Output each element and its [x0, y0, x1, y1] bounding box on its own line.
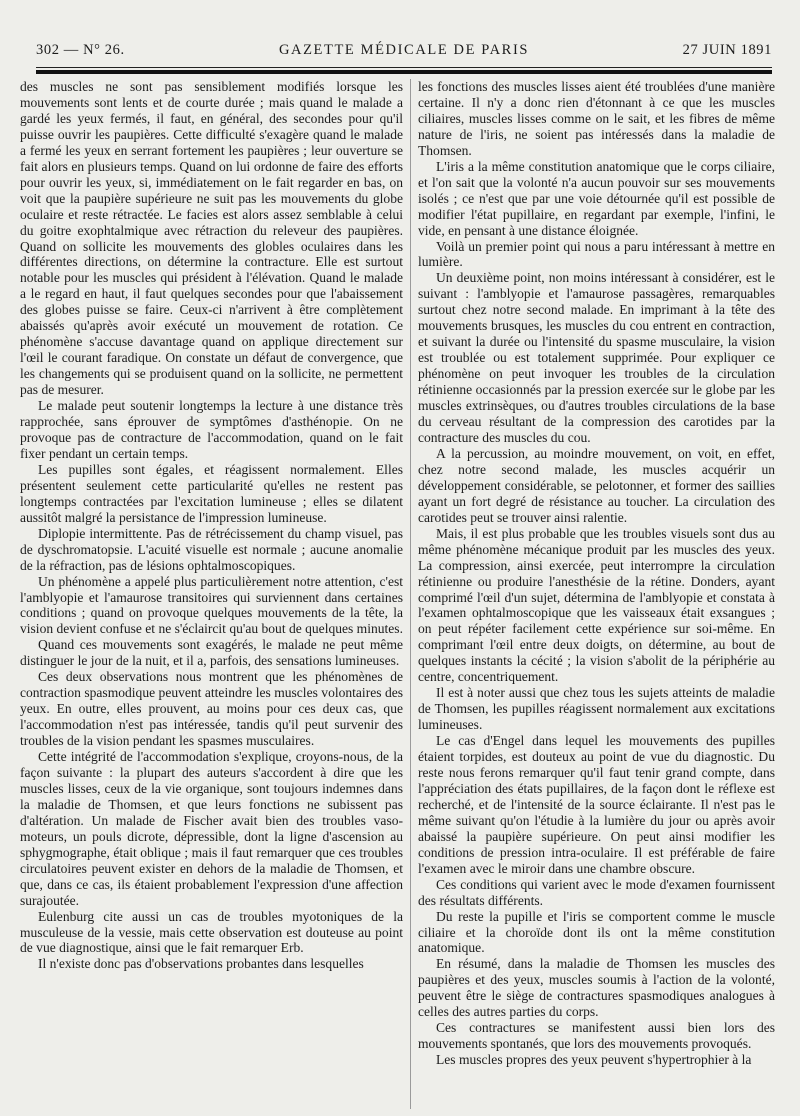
paragraph: Le cas d'Engel dans lequel les mouvements des pupilles étaient torpides, est douteux au point de vue du diagnostic. Du reste nous ferons remarquer qu'il faut tenir grand compte, dans l'appréciation des états pupillaires, de la façon dont le réflexe est recherché, et de l'intensité de la source éclairante. Il n'est pas le même suivant qu'on l'étudie à la lumière du jour ou après avoir abaissé la paupière supérieure. On peut ainsi modifier les conditions de pression intra-oculaire. Il est préférable de faire l'examen avec le miroir dans une chambre obscure.	[418, 733, 775, 876]
paragraph: Du reste la pupille et l'iris se comportent comme le muscle ciliaire et la choroïde dont ils ont la même constitution anatomique.	[418, 908, 775, 956]
paragraph: Ces conditions qui varient avec le mode d'examen fournissent des résultats différents.	[418, 876, 775, 908]
paragraph: Eulenburg cite aussi un cas de troubles myotoniques de la musculeuse de la vessie, mais cette observation est douteuse au point de vue diagnostique, ainsi que le fait remarquer Erb.	[20, 908, 403, 956]
paragraph: En résumé, dans la maladie de Thomsen les muscles des paupières et des yeux, muscles soumis à l'action de la volonté, peuvent être le siège de contractures spasmodiques analogues à celles des autres parties du corps.	[418, 956, 775, 1020]
paragraph: Les muscles propres des yeux peuvent s'hypertrophier à la	[436, 1052, 752, 1068]
paragraph: Les pupilles sont égales, et réagissent normalement. Elles présentent seulement cette particularité qu'elles ne restent pas longtemps contractées par l'excitation lumineuse ; elles se dilatent aussitôt malgré la persistance de l'impression lumineuse.	[20, 461, 403, 525]
header-rule-thin	[36, 67, 772, 68]
paragraph: Voilà un premier point qui nous a paru intéressant à mettre en lumière.	[418, 238, 775, 270]
left-column	[20, 79, 403, 1109]
paragraph: A la percussion, au moindre mouvement, on voit, en effet, chez notre second malade, les muscles acquérir un développement considérable, se pelotonner, et former des saillies ayant un fort degré de résistance au toucher. La circulation des carotides peut se trouver ainsi ralentie.	[418, 445, 775, 525]
paragraph: Ces contractures se manifestent aussi bien lors des mouvements spontanés, que lors des mouvements provoqués.	[418, 1020, 775, 1052]
paragraph: Il n'existe donc pas d'observations probantes dans lesquelles	[38, 956, 364, 972]
header-rule-thick	[36, 70, 772, 74]
paragraph: Un phénomène a appelé plus particulièrement notre attention, c'est l'amblyopie et l'amaurose transitoires qui surviennent dans certaines conditions ; quand on provoque quelques mouvements de la tête, la vision devient confuse et ne s'éclaircit qu'au bout de quelques minutes.	[20, 573, 403, 637]
paragraph: Diplopie intermittente. Pas de rétrécissement du champ visuel, pas de dyschromatopsie. L'acuité visuelle est normale ; aucune anomalie de la réfraction, pas de lésions ophtalmoscopiques.	[20, 525, 403, 573]
paragraph: les fonctions des muscles lisses aient été troublées d'une manière certaine. Il n'y a donc rien d'étonnant à ce que les muscles ciliaires, muscles lisses comme on le sait, et les fibres de même nature de l'iris, ne soient pas intéressés dans la maladie de Thomsen.	[418, 79, 775, 158]
paragraph: Le malade peut soutenir longtemps la lecture à une distance très rapprochée, sans éprouver de symptômes d'asthénopie. On ne provoque pas de contracture de l'accommodation, quand on le fait fixer pendant un certain temps.	[20, 398, 403, 461]
paragraph: Cette intégrité de l'accommodation s'explique, croyons-nous, de la façon suivante : la plupart des auteurs s'accordent à dire que les muscles lisses, ceux de la vie organique, sont toujours indemnes dans la maladie de Thomsen, et que leurs fonctions ne subissent pas d'altération. Un malade de Fischer avait bien des troubles vaso-moteurs, un pouls dicrote, dépressible, dont la ligne d'ascension au sphygmographe, était oblique ; mais il faut remarquer que ces troubles circulatoires peuvent exister en dehors de la maladie de Thomsen, et que, dans ce cas, ils étaient probablement l'expression d'une affection surajoutée.	[20, 749, 403, 908]
paragraph: Mais, il est plus probable que les troubles visuels sont dus au même phénomène mécanique produit par les muscles des yeux. La compression, ainsi exercée, peut interrompre la circulation rétinienne ou produire l'anesthésie de la rétine. Donders, ayant comprimé l'œil d'un sujet, détermina de l'amblyopie et constata à l'examen ophtalmoscopique que les vaisseaux était exsangues ; on peut répéter facilement cette expérience sur soi-même. En comprimant l'œil entre deux doigts, on détermine, au bout de quelques instants la cécité ; la vision s'abolit de la périphérie au centre, concentriquement.	[418, 525, 775, 685]
right-column	[418, 79, 775, 1109]
paragraph: L'iris a la même constitution anatomique que le corps ciliaire, et l'on sait que la volonté n'a aucun pouvoir sur ses mouvements isolés ; ce n'est que par une voie détournée qu'il est possible de modifier l'état pupillaire, en regardant par exemple, l'infini, le vide, en pensant à une distance éloignée.	[418, 158, 775, 238]
journal-title: GAZETTE MÉDICALE DE PARIS	[278, 42, 530, 58]
page-header	[36, 42, 772, 64]
paragraph: Un deuxième point, non moins intéressant à considérer, est le suivant : l'amblyopie et l'amaurose passagères, remarquables surtout chez notre second malade. En imprimant à la tête des mouvements brusques, les muscles du cou entrent en contraction, et suivant la durée ou l'intensité du spasme musculaire, la vision est troublée ou est totalement supprimée. Pour expliquer ce phénomène on peut invoquer les troubles de la circulation rétinienne occasionnés par la pression exercée sur le globe par les muscles extrinsèques, ou d'autres troubles circulations de la base du cerveau résultant de la compression des carotides par la contracture des muscles du cou.	[418, 270, 775, 445]
column-divider	[410, 79, 411, 1109]
page-number: 302 — N° 26.	[36, 42, 125, 58]
paragraph: des muscles ne sont pas sensiblement modifiés lorsque les mouvements sont lents et de courte durée ; mais quand le malade a gardé les yeux fermés, il faut, en général, des secondes pour qu'il puisse ouvrir les paupières. Cette difficulté s'exagère quand le malade a fermé les yeux en serrant fortement les paupières ; leur ouverture se fait alors en plusieurs temps. Quand on lui ordonne de faire des efforts pour ouvrir les yeux, si, immédiatement on le fait regarder en bas, on voit que la paupière supérieure ne suit pas les mouvements du globe oculaire et reste rétractée. Le facies est alors assez semblable à celui du goitre exophtalmique avec rétraction du releveur des paupières. Quand on sollicite les mouvements des globles oculaires dans les différentes directions, on détermine la contracture. Elle est surtout notable pour les muscles qui président à l'élévation. Quand le malade a le regard en haut, il faut quelques secondes pour que l'abaissement des globes puisse se faire. Ceux-ci n'arrivent à être complètement abaissés qu'après avoir exécuté un mouvement de rotation. Ce phénomène s'accuse davantage quand on applique directement sur l'œil le courant faradique. On constate un défaut de convergence, que les changements qui se produisent quand on la sollicite, ne permettent pas de mesurer.	[20, 79, 403, 398]
paragraph: Quand ces mouvements sont exagérés, le malade ne peut même distinguer le jour de la nuit, et il a, parfois, des sensations lumineuses.	[20, 637, 403, 669]
issue-date: 27 JUIN 1891	[682, 42, 772, 58]
paragraph: Il est à noter aussi que chez tous les sujets atteints de maladie de Thomsen, les pupilles réagissent normalement aux excitations lumineuses.	[418, 685, 775, 733]
paragraph: Ces deux observations nous montrent que les phénomènes de contraction spasmodique peuvent atteindre les muscles volontaires des yeux. En outre, elles prouvent, au moins pour ces deux cas, que l'accommodation n'est pas intéressée, tandis qu'il peut survenir des troubles de la vision pendant les spasmes musculaires.	[20, 669, 403, 749]
